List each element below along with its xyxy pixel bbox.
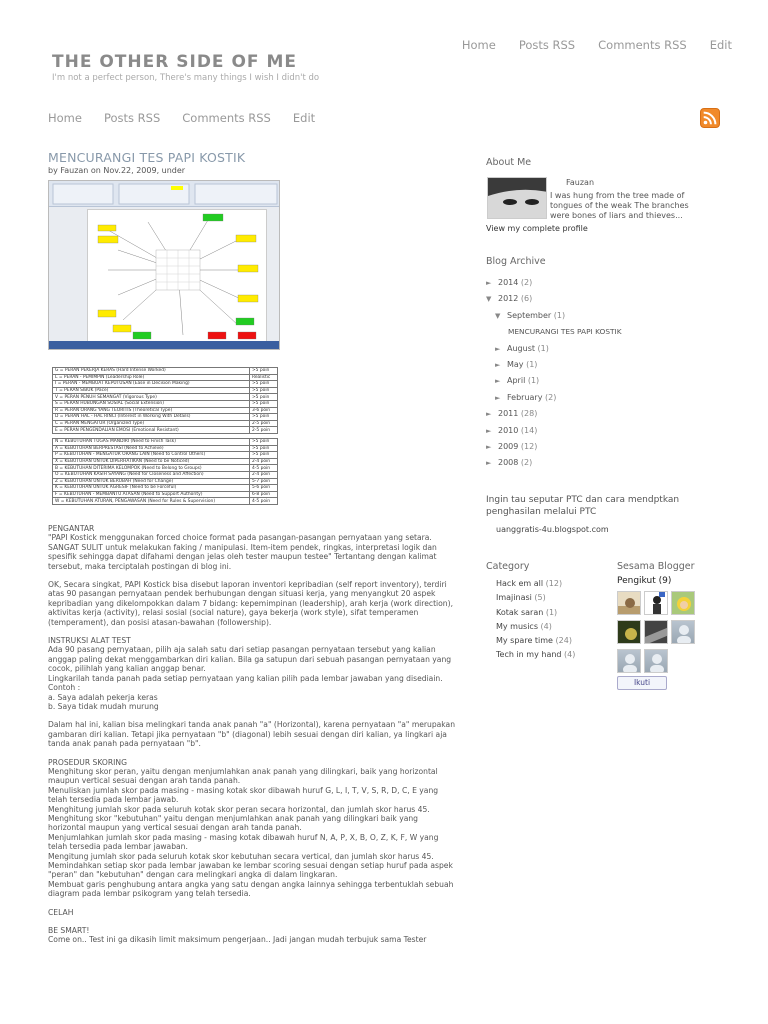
score-cell: >5 poin xyxy=(250,438,278,445)
post-line: SANGAT SULIT untuk melakukan faking / manipulasi. Item-item pendek, ringkas, interpretasi logik dan spesifik sehingga dapat difahami dengan jelas oleh tester maupun testee" Tertantang dengan kalimat tersebut, maka terciptalah postingan di blog ini. xyxy=(48,542,437,571)
aspect-cell: N = KEBUTUHAN TUGAS MANDIRI (Need to Finish Task) xyxy=(53,438,250,445)
score-cell: 6-8 poin xyxy=(250,491,278,498)
nav-posts-rss[interactable]: Posts RSS xyxy=(103,111,161,125)
collapsed-arrow-icon[interactable]: ► xyxy=(486,279,492,287)
score-cell: >5 poin xyxy=(250,368,278,375)
aspect-cell: E = PERAN PENGENDALIAN EMOSI (Emotional Resistant) xyxy=(53,427,250,434)
archive-label[interactable]: September xyxy=(507,310,552,320)
aspect-cell: W = KEBUTUHAN ATURAN, PENGAWASAN (Need for Rules & Supervision) xyxy=(53,498,250,505)
score-cell: Realistic xyxy=(250,374,278,381)
archive-count: (1) xyxy=(553,310,566,320)
collapsed-arrow-icon[interactable]: ► xyxy=(495,393,501,402)
archive-label[interactable]: 2009 xyxy=(498,442,519,452)
followers-count: Pengikut (9) xyxy=(617,576,672,586)
table-row xyxy=(53,438,278,445)
papi-score-table xyxy=(52,367,278,505)
ptc-link[interactable]: uanggratis-4u.blogspot.com xyxy=(496,525,609,534)
category-count: (4) xyxy=(564,650,576,660)
post-line: a. Saya adalah pekerja keras xyxy=(48,692,158,702)
category-item[interactable] xyxy=(496,648,575,662)
about-text: I was hung from the tree made of tongues of the weak The branches were bones of liars and thieves... xyxy=(550,191,689,220)
table-row xyxy=(53,427,278,434)
table-row xyxy=(53,478,278,485)
follower-avatar[interactable] xyxy=(671,591,695,615)
archive-item[interactable] xyxy=(486,324,622,340)
aspect-cell: V = PERAN PENUH SEMANGAT (Vigorous Type) xyxy=(53,394,250,401)
archive-count: (14) xyxy=(520,425,538,435)
category-item[interactable] xyxy=(496,606,575,620)
archive-count: (1) xyxy=(527,376,540,386)
aspect-cell: L = PERAN - PEMIMPIN (Leadership Role) xyxy=(53,374,250,381)
follower-avatar[interactable] xyxy=(644,649,668,673)
score-cell: 5-7 poin xyxy=(250,478,278,485)
score-cell: 2-5 poin xyxy=(250,420,278,427)
archive-count: (2) xyxy=(520,458,533,468)
archive-count: (28) xyxy=(520,409,538,419)
secondary-nav xyxy=(48,111,315,125)
nav-comments-rss[interactable]: Comments RSS xyxy=(182,111,271,125)
score-cell: 4-5 poin xyxy=(250,465,278,472)
follower-avatar[interactable] xyxy=(671,620,695,644)
score-cell: >5 poin xyxy=(250,387,278,394)
about-heading: About Me xyxy=(486,157,532,168)
top-nav-posts-rss[interactable]: Posts RSS xyxy=(518,38,576,52)
post-line: "PAPI Kostick menggunakan forced choice format pada pasangan-pasangan pernyataan yang setara. xyxy=(48,533,432,543)
category-item[interactable] xyxy=(496,591,575,605)
post-title[interactable]: MENCURANGI TES PAPI KOSTIK xyxy=(48,150,246,165)
collapsed-arrow-icon[interactable]: ► xyxy=(486,443,492,452)
collapsed-arrow-icon[interactable]: ► xyxy=(495,344,501,353)
score-cell: 4-5 poin xyxy=(250,498,278,505)
table-row xyxy=(53,400,278,407)
table-row xyxy=(53,414,278,421)
archive-label[interactable]: 2010 xyxy=(498,425,519,435)
aspect-cell: A = KEBUTUHAN BERPRESTASI (Need to Achieve) xyxy=(53,445,250,452)
papi-kostick-screenshot xyxy=(48,180,280,350)
aspect-cell: X = KEBUTUHAN UNTUK DIPERHATIKAN (Need to be Noticed) xyxy=(53,458,250,465)
aspect-cell: B = KEBUTUHAN DITERIMA KELOMPOK (Need to Belong to Groups) xyxy=(53,465,250,472)
archive-item[interactable] xyxy=(486,439,622,455)
score-cell: 2-4 poin xyxy=(250,471,278,478)
nav-home[interactable]: Home xyxy=(48,111,82,125)
post-paragraph xyxy=(48,524,458,571)
post-paragraph xyxy=(48,580,458,627)
post-body xyxy=(48,524,458,954)
category-count: (12) xyxy=(545,579,563,588)
score-cell: 3-6 poin xyxy=(250,407,278,414)
follower-avatar[interactable] xyxy=(617,620,641,644)
archive-label[interactable]: February xyxy=(507,392,543,402)
category-item[interactable] xyxy=(496,620,575,634)
post-paragraph xyxy=(48,908,458,917)
category-label[interactable]: My musics xyxy=(496,621,538,631)
aspect-cell: O = KEBUTUHAN KASIH SAYANG (Need for Closeness and Affection) xyxy=(53,471,250,478)
author-name[interactable]: Fauzan xyxy=(566,178,595,187)
post-line: Mengitung jumlah skor pada seluruh kotak skor kebutuhan secara vertical, dan jumlah skor harus 45. xyxy=(48,851,434,861)
top-nav-edit[interactable]: Edit xyxy=(709,38,732,52)
post-line: Contoh : xyxy=(48,683,81,693)
table-row xyxy=(53,394,278,401)
top-nav-comments-rss[interactable]: Comments RSS xyxy=(598,38,687,52)
archive-label[interactable]: 2014 xyxy=(498,278,519,287)
archive-count: (12) xyxy=(520,442,538,452)
category-label[interactable]: Imajinasi xyxy=(496,593,532,603)
word-toolbar xyxy=(49,181,279,207)
post-line: Menghitung jumlah skor pada seluruh kotak skor peran secara horizontal, dan jumlah skor harus 45. xyxy=(48,804,430,814)
category-count: (5) xyxy=(534,593,546,603)
category-heading: Category xyxy=(486,561,530,572)
archive-item[interactable] xyxy=(486,406,622,422)
collapsed-arrow-icon[interactable]: ► xyxy=(486,410,492,419)
post-line: Menghitung skor "kebutuhan" yaitu dengan menjumlahkan anak panah yang dilingkari baik yang horizontal maupun yang vertical sesuai dengan arah tanda panah. xyxy=(48,813,418,833)
archive-label[interactable]: April xyxy=(507,376,526,386)
archive-item[interactable] xyxy=(486,308,622,324)
post-line: PENGANTAR xyxy=(48,524,95,533)
post-line: INSTRUKSI ALAT TEST xyxy=(48,636,131,646)
blog-archive xyxy=(486,275,622,472)
aspect-cell: S = PERAN HUBUNGAN SOSIAL (Social Extension) xyxy=(53,400,250,407)
aspect-cell: K = KEBUTUHAN UNTUK AGRESIF (Need to be Forceful) xyxy=(53,485,250,492)
follower-avatar[interactable] xyxy=(644,591,668,615)
follower-avatar[interactable] xyxy=(617,591,641,615)
collapsed-arrow-icon[interactable]: ► xyxy=(486,426,492,435)
post-line: PROSEDUR SKORING xyxy=(48,757,127,767)
post-paragraph xyxy=(48,636,458,711)
post-line: Ada 90 pasang pernyataan, pilih aja salah satu dari setiap pasangan pernyataan tersebut yang kalian anggap paling dekat menggambarkan diri kalian. Bila ga satupun dari sebuah pasangan pernyataan yang cocok, pilihlah yang kalian anggap benar. xyxy=(48,645,452,674)
score-cell: 2-4 poin xyxy=(250,458,278,465)
rss-feed-icon[interactable] xyxy=(700,108,720,128)
archive-label[interactable]: MENCURANGI TES PAPI KOSTIK xyxy=(508,327,622,337)
archive-label[interactable]: 2012 xyxy=(498,294,519,304)
score-cell: 2-5 poin xyxy=(250,427,278,434)
post-line: Lingkarilah tanda panah pada setiap pernyataan yang kalian pilih pada lembar jawaban yang disediain. xyxy=(48,673,443,683)
category-count: (24) xyxy=(555,636,572,646)
archive-item[interactable] xyxy=(486,455,622,471)
table-row xyxy=(53,471,278,478)
archive-item[interactable] xyxy=(486,357,622,373)
post-line: Menuliskan jumlah skor pada masing - masing kotak skor dibawah huruf G, L, I, T, V, S, R, D, C, E yang telah tersedia pada lembar jawab. xyxy=(48,785,439,805)
top-nav xyxy=(462,38,732,52)
table-row xyxy=(53,458,278,465)
score-cell: 5-6 poin xyxy=(250,485,278,492)
table-row xyxy=(53,374,278,381)
post-line: Menghitung skor peran, yaitu dengan menjumlahkan anak panah yang dilingkari, baik yang horizontal maupun vertical sesuai dengan arah tanda panah. xyxy=(48,766,438,786)
top-nav-home[interactable]: Home xyxy=(461,38,496,52)
table-row xyxy=(53,368,278,375)
category-label[interactable]: Tech in my hand xyxy=(496,650,562,660)
table-row xyxy=(53,452,278,459)
aspect-cell: T = PERAN SIBUK (Pace) xyxy=(53,387,250,394)
post-paragraph xyxy=(48,758,458,899)
archive-item[interactable] xyxy=(486,275,622,291)
archive-item[interactable] xyxy=(486,423,622,439)
post-line: OK, Secara singkat, PAPI Kostick bisa disebut laporan inventori kepribadian (self report inventory), terdiri atas 90 pasangan pernyataan pendek berhubungan dengan situasi kerja, yang menyangkut 20 aspek kepribadian yang dikelompokkan dalam 7 bidang: kepemimpinan (leadership), arah kerja (work direction), aktivitas kerja (activity), relasi sosial (social nature), gaya bekerja (work style), sifat temperamen (temperament), dan posisi atasan-bawahan (followership). xyxy=(48,580,454,627)
nav-edit[interactable]: Edit xyxy=(292,111,316,125)
aspect-cell: Z = KEBUTUHAN UNTUK BERUBAH (Need for Change) xyxy=(53,478,250,485)
followers-heading: Sesama Blogger xyxy=(617,561,695,572)
post-line: CELAH xyxy=(48,907,74,917)
collapsed-arrow-icon[interactable]: ► xyxy=(495,377,501,386)
table-row xyxy=(53,491,278,498)
archive-label[interactable]: 2011 xyxy=(498,409,519,419)
archive-count: (2) xyxy=(545,392,557,402)
archive-label[interactable]: 2008 xyxy=(498,458,519,468)
post-line: Menjumlahkan jumlah skor pada masing - masing kotak dibawah huruf N, A, P, X, B, O, Z, K, F, W yang telah tersedia pada lembar jawaban. xyxy=(48,832,439,852)
archive-item[interactable] xyxy=(486,291,622,307)
aspect-cell: C = PERAN MENGATUR (Organized Type) xyxy=(53,420,250,427)
aspect-cell: G = PERAN PEKERJA KERAS (Hard Intense Worked) xyxy=(53,368,250,375)
post-paragraph xyxy=(48,720,458,748)
table-row xyxy=(53,420,278,427)
expanded-arrow-icon[interactable]: ▼ xyxy=(495,311,501,320)
archive-count: (2) xyxy=(520,278,533,287)
aspect-cell: D = PERAN HAL - HAL RINCI (Interest in Working With Details) xyxy=(53,414,250,421)
table-row xyxy=(53,465,278,472)
aspect-cell: I = PERAN - MEMBUAT KEPUTUSAN (Ease in Decision Making) xyxy=(53,381,250,388)
post-byline: by Fauzan on Nov.22, 2009, under xyxy=(48,166,186,175)
category-label[interactable]: My spare time xyxy=(496,636,553,646)
score-cell: >5 poin xyxy=(250,445,278,452)
table-row xyxy=(53,407,278,414)
score-cell: >5 poin xyxy=(250,381,278,388)
category-list xyxy=(496,577,575,663)
archive-count: (1) xyxy=(537,343,549,353)
aspect-cell: P = KEBUTUHAN - MENGATUR ORANG LAIN (Need to Control Others) xyxy=(53,452,250,459)
follow-button[interactable]: Ikuti xyxy=(617,676,667,690)
archive-heading: Blog Archive xyxy=(486,256,546,267)
post-paragraph xyxy=(48,926,458,945)
collapsed-arrow-icon[interactable]: ► xyxy=(486,459,492,468)
aspect-cell: R = PERAN ORANG YANG TEORITIS (Theoretical Type) xyxy=(53,407,250,414)
ptc-heading: Ingin tau seputar PTC dan cara mendptkan penghasilan melalui PTC xyxy=(486,495,680,517)
table-row xyxy=(53,387,278,394)
document-page xyxy=(87,209,267,342)
table-row xyxy=(53,445,278,452)
post-line: Dalam hal ini, kalian bisa melingkari tanda anak panah "a" (Horizontal), karena pernyataan "a" merupakan gambaran diri kalian. Tetapi jika pernyataan "b" (diagonal) lebih sesuai dengan diri kalian, ya lingkari aja tanda anak panah pada pernyataan "b". xyxy=(48,720,456,749)
table-row xyxy=(53,485,278,492)
expanded-arrow-icon[interactable]: ▼ xyxy=(486,295,492,304)
category-label[interactable]: Hack em all xyxy=(496,579,544,588)
score-cell: >5 poin xyxy=(250,452,278,459)
post-line: b. Saya tidak mudah murung xyxy=(48,701,159,711)
archive-item[interactable] xyxy=(486,390,622,406)
category-label[interactable]: Kotak saran xyxy=(496,607,544,617)
blog-description: I'm not a perfect person, There's many things I wish I didn't do xyxy=(52,73,320,83)
table-row xyxy=(53,381,278,388)
archive-item[interactable] xyxy=(486,373,622,389)
aspect-cell: F = KEBUTUHAN - MEMBANTU ATASAN (Need to Support Authority) xyxy=(53,491,250,498)
category-item[interactable] xyxy=(496,634,575,648)
blog-title[interactable]: THE OTHER SIDE OF ME xyxy=(52,52,297,72)
post-line: BE SMART! xyxy=(48,926,90,936)
taskbar xyxy=(49,341,279,349)
score-cell: >5 poin xyxy=(250,394,278,401)
archive-label[interactable]: August xyxy=(507,343,535,353)
archive-label[interactable]: May xyxy=(507,360,524,370)
category-item[interactable] xyxy=(496,577,575,591)
archive-item[interactable] xyxy=(486,341,622,357)
post-line: Membuat garis penghubung antara angka yang satu dengan angka lainnya sehingga terbentuklah sebuah diagram pada lembar psikogram yang telah tersedia. xyxy=(48,879,454,899)
post-line: Memindahkan setiap skor pada lembar jawaban ke lembar scoring sesuai dengan setiap huruf pada aspek "peran" dan "kebutuhan" dengan cara melingkari angka di dalam lingkaran. xyxy=(48,861,453,880)
post-line: Come on.. Test ini ga dikasih limit maksimum pengerjaan.. Jadi jangan mudah terbujuk sama Tester xyxy=(48,935,427,945)
archive-count: (6) xyxy=(520,294,533,304)
profile-avatar[interactable] xyxy=(487,177,547,219)
category-count: (4) xyxy=(540,621,552,631)
follower-avatar[interactable] xyxy=(644,620,668,644)
view-profile-link[interactable]: View my complete profile xyxy=(486,224,588,233)
category-count: (1) xyxy=(545,607,558,617)
score-cell: >5 poin xyxy=(250,414,278,421)
archive-count: (1) xyxy=(526,360,538,370)
collapsed-arrow-icon[interactable]: ► xyxy=(495,361,501,370)
follower-avatar[interactable] xyxy=(617,649,641,673)
score-cell: >5 poin xyxy=(250,400,278,407)
table-row xyxy=(53,498,278,505)
